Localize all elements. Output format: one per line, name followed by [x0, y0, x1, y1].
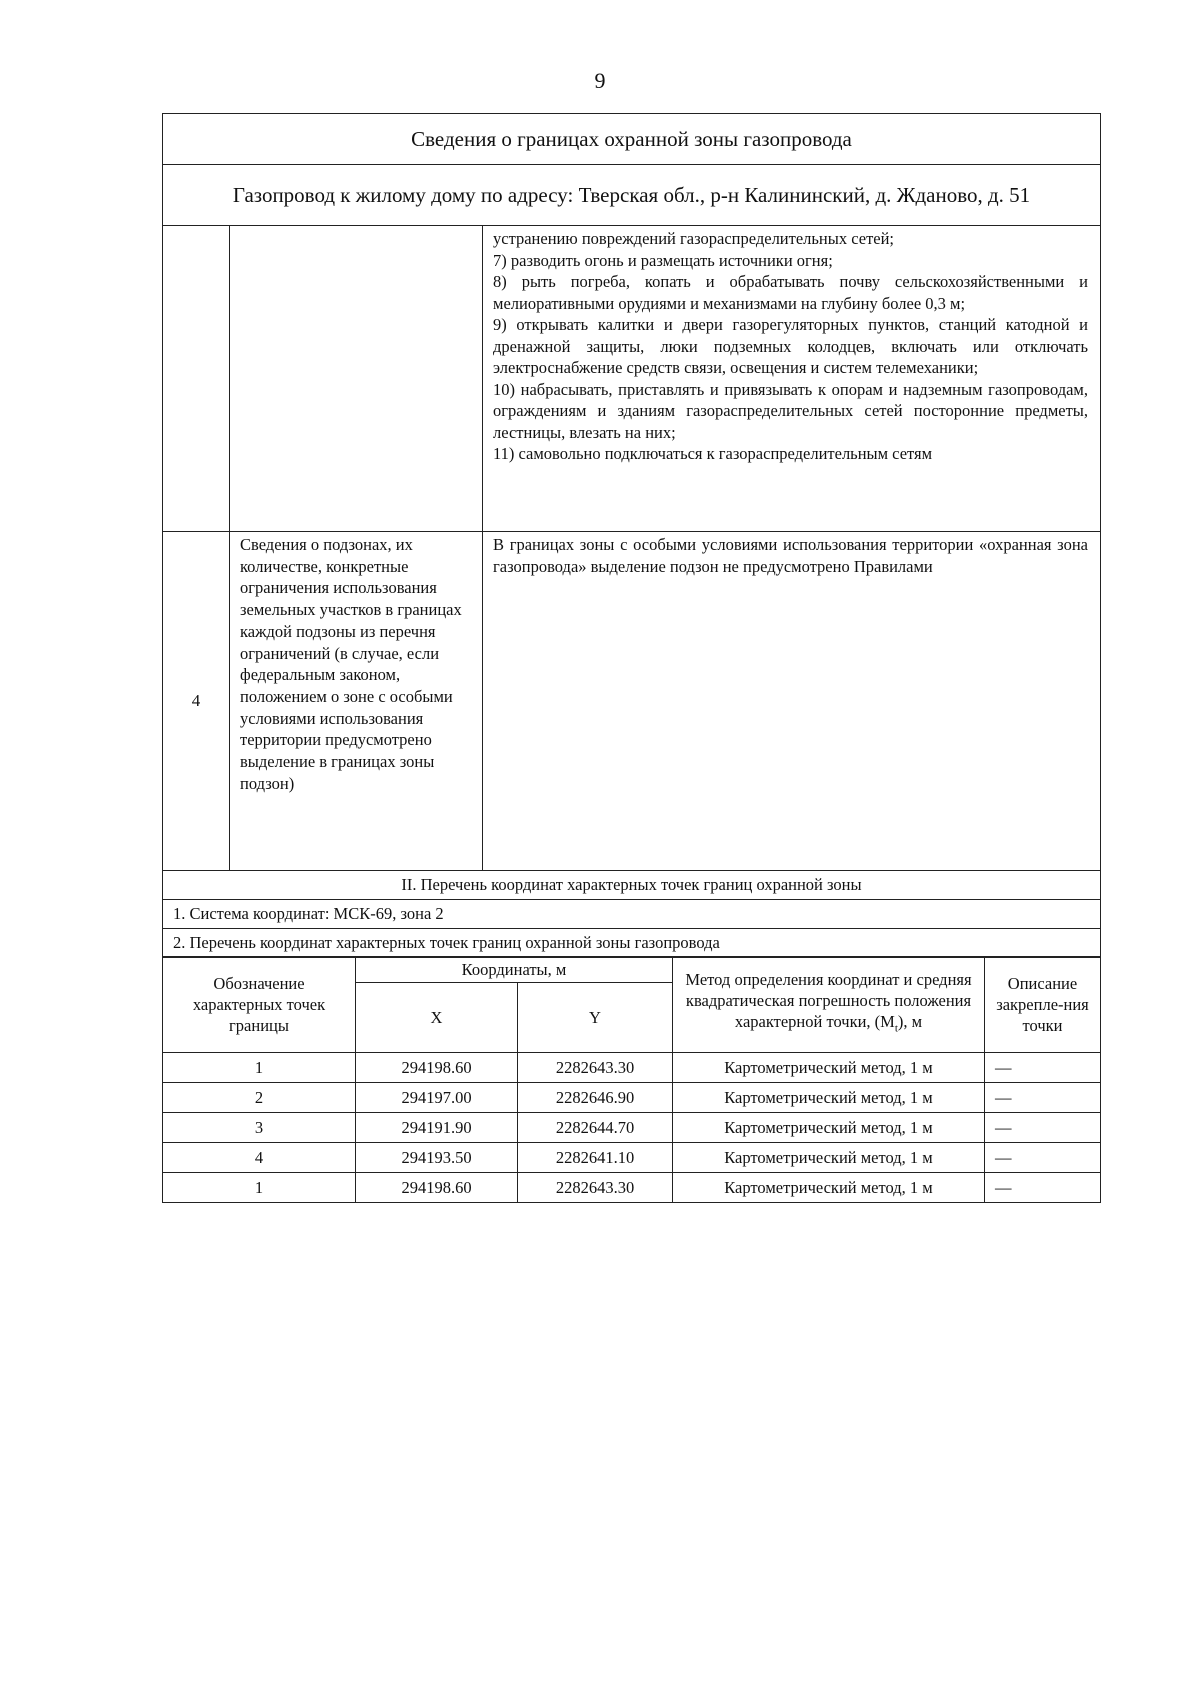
cell-description: — — [985, 1083, 1101, 1113]
continuation-number-cell — [163, 226, 230, 532]
coordinate-system: 1. Система координат: МСК-69, зона 2 — [163, 899, 1101, 928]
col-header-x: X — [356, 983, 518, 1053]
cell-method: Картометрический метод, 1 м — [673, 1173, 985, 1203]
cell-description: — — [985, 1053, 1101, 1083]
cell-point: 4 — [163, 1143, 356, 1173]
cell-description: — — [985, 1173, 1101, 1203]
restriction-line: 7) разводить огонь и размещать источники огня; — [493, 250, 833, 270]
cell-x: 294191.90 — [356, 1113, 518, 1143]
points-list-title: 2. Перечень координат характерных точек границ охранной зоны газопровода — [163, 928, 1101, 957]
table-row — [163, 1143, 1101, 1173]
table-row — [163, 1053, 1101, 1083]
restriction-line: 10) набрасывать, приставлять и привязывать к опорам и надземным газопроводам, ограждениям и зданиям газораспределительных сетей посторонние предметы, лестницы, влезать на них; — [493, 379, 1089, 442]
subzone-label: Сведения о подзонах, их количестве, конкретные ограничения использования земельных участков в границах каждой подзоны из перечня ограничений (в случае, если федеральным законом, положением о зоне с особыми условиями использования территории предусмотрено выделение в границах зоны подзон) — [230, 532, 483, 871]
cell-y: 2282644.70 — [518, 1113, 673, 1143]
zone-info-document — [162, 113, 1100, 1203]
section-2-title: II. Перечень координат характерных точек границ охранной зоны — [163, 870, 1101, 899]
restriction-line: устранению повреждений газораспределительных сетей; — [493, 229, 895, 248]
cell-method: Картометрический метод, 1 м — [673, 1143, 985, 1173]
row-number: 4 — [163, 532, 230, 871]
cell-y: 2282641.10 — [518, 1143, 673, 1173]
table-row — [163, 1083, 1101, 1113]
col-header-point: Обозначение характерных точек границы — [163, 957, 356, 1053]
cell-y: 2282643.30 — [518, 1173, 673, 1203]
document-title: Сведения о границах охранной зоны газопровода — [163, 114, 1101, 165]
cell-y: 2282646.90 — [518, 1083, 673, 1113]
cell-description: — — [985, 1113, 1101, 1143]
cell-description: — — [985, 1143, 1101, 1173]
col-header-description: Описание закрепле-ния точки — [985, 957, 1101, 1053]
cell-point: 3 — [163, 1113, 356, 1143]
table-row — [163, 1173, 1101, 1203]
page-number: 9 — [594, 68, 606, 93]
cell-point: 2 — [163, 1083, 356, 1113]
continuation-label-cell — [230, 226, 483, 532]
document-subtitle: Газопровод к жилому дому по адресу: Тверская обл., р-н Калининский, д. Жданово, д. 51 — [163, 165, 1101, 226]
col-header-method: Метод определения координат и средняя квадратическая погрешность положения характерной точки, $(M_t)$, м — [673, 957, 985, 1053]
zone-info-table — [162, 113, 1101, 871]
cell-point: 1 — [163, 1173, 356, 1203]
cell-point: 1 — [163, 1053, 356, 1083]
table-row — [163, 1113, 1101, 1143]
restrictions-continuation — [483, 226, 1101, 532]
col-header-coords: Координаты, м — [356, 957, 673, 983]
col-header-y: Y — [518, 983, 673, 1053]
coordinates-table — [162, 956, 1101, 1203]
restriction-line: 11) самовольно подключаться к газораспределительным сетям — [493, 444, 933, 463]
cell-x: 294193.50 — [356, 1143, 518, 1173]
cell-y: 2282643.30 — [518, 1053, 673, 1083]
cell-x: 294198.60 — [356, 1173, 518, 1203]
restriction-line: 8) рыть погреба, копать и обрабатывать почву сельскохозяйственными и мелиоративными орудиями и механизмами на глубину более 0,3 м; — [493, 272, 1089, 313]
cell-x: 294197.00 — [356, 1083, 518, 1113]
cell-method: Картометрический метод, 1 м — [673, 1053, 985, 1083]
coordinates-section — [162, 870, 1101, 958]
subzone-value: В границах зоны с особыми условиями использования территории «охранная зона газопровода» выделение подзон не предусмотрено Правилами — [483, 532, 1101, 871]
cell-method: Картометрический метод, 1 м — [673, 1113, 985, 1143]
cell-method: Картометрический метод, 1 м — [673, 1083, 985, 1113]
cell-x: 294198.60 — [356, 1053, 518, 1083]
restriction-line: 9) открывать калитки и двери газорегуляторных пунктов, станций катодной и дренажной защиты, люки подземных колодцев, включать или отключать электроснабжение средств связи, освещения и систем телемеханики; — [493, 315, 1089, 377]
